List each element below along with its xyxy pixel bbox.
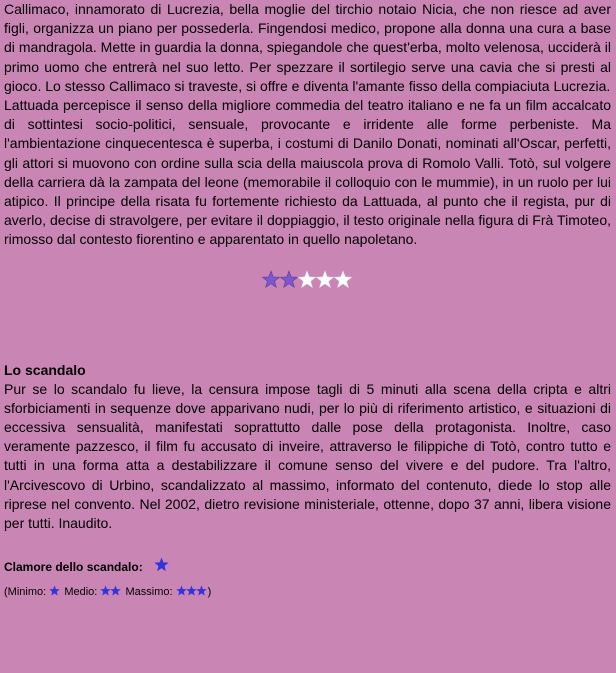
legend-massimo-label: Massimo:: [125, 586, 173, 599]
legend-massimo-star-icon: [176, 586, 208, 598]
film-rating: [4, 270, 611, 290]
blue-star-icon: [49, 585, 61, 596]
review-paragraph: Lattuada percepisce il senso della migliore commedia del teatro italiano e ne fa un film accalcato di sottintesi socio-politici, sensuale, provocante e irridente alle forme perbeniste. Ma l'ambientazione cinquecentesca è superba, i costumi di Danilo Donati, nominati all'Oscar, perfetti, gli attori si muovono con ordine sulla scia della maiuscola prova di Romolo Valli. Totò, sul volgere della carriera dà la zampata del leone (memorabile il colloquio con le mummie), in un ruolo per lui atipico. Il principe della risata fu fortemente richiesto da Lattuada, al punto che il regista, pur di averlo, decise di stravolgere, per evitare il doppiaggio, il testo originale nella figura di Frà Timoteo, rimosso dal contesto fiorentino e apparentato in quello napoletano.: [4, 97, 611, 248]
blue-star-icon: [176, 585, 208, 596]
rating-star-empty-icon: [334, 271, 351, 287]
blue-star-icon: [186, 586, 196, 596]
clamore-row: [4, 557, 611, 575]
blue-star-icon: [111, 586, 121, 596]
blue-star-icon: [100, 585, 122, 596]
clamore-label: Clamore dello scandalo:: [4, 560, 143, 575]
legend-open: (: [4, 586, 8, 599]
legend-medio-label: Medio:: [64, 586, 98, 599]
rating-star-empty-icon: [316, 271, 333, 287]
rating-star-filled-icon: [280, 271, 297, 287]
legend-close: ): [207, 586, 212, 599]
legend-minimo-star-icon: [49, 586, 61, 598]
blue-star-icon: [196, 586, 206, 596]
blue-star-icon: [176, 586, 186, 596]
blue-star-icon: [50, 586, 60, 596]
blue-star-icon: [154, 558, 168, 572]
rating-stars-icon: [262, 270, 354, 290]
clamore-legend: [4, 585, 611, 599]
legend-minimo-label: Minimo:: [7, 586, 47, 599]
rating-star-empty-icon: [298, 271, 315, 287]
legend-medio-star-icon: [100, 586, 122, 598]
rating-star-filled-icon: [262, 271, 279, 287]
section-title: Lo scandalo: [4, 361, 86, 378]
blue-star-icon: [101, 586, 111, 596]
clamore-star-icon: [154, 557, 170, 577]
blue-star-icon: [154, 557, 170, 572]
plot-paragraph: Callimaco, innamorato di Lucrezia, bella moglie del tirchio notaio Nicia, che non riesce ad aver figli, organizza un piano per possederla. Fingendosi medico, propone alla donna una cura a base di mandragola. Mette in guardia la donna, spiegandole che quest'erba, molto velenosa, ucciderà il primo uomo che entrerà nel suo letto. Per spezzare il sortilegio serve una cavia che si presti al gioco. Lo stesso Callimaco si traveste, si offre e diventa l'amante fisso della compiaciuta Lucrezia.: [4, 1, 611, 94]
scandal-paragraph: Pur se lo scandalo fu lieve, la censura impose tagli di 5 minuti alla scena della cripta e altri sforbiciamenti in sequenze dove apparivano nudi, per lo più di riferimento artistico, e situazioni di eccessiva sensualità, manifestati soprattutto dalle pose della protagonista. Inoltre, caso veramente pazzesco, il film fu accusato di inveire, attraverso le filippiche di Totò, contro tutto e tutti in una forma atta a destabilizzare il comune senso del vivere e del pudore. Tra l'altro, l'Arcivescovo di Urbino, scandalizzato al massimo, informato del contenuto, diede lo stop alle riprese nel convento. Nel 2002, dietro revisione ministeriale, ottenne, dopo 37 anni, libera visione per tutti. Inaudito.: [4, 380, 611, 532]
